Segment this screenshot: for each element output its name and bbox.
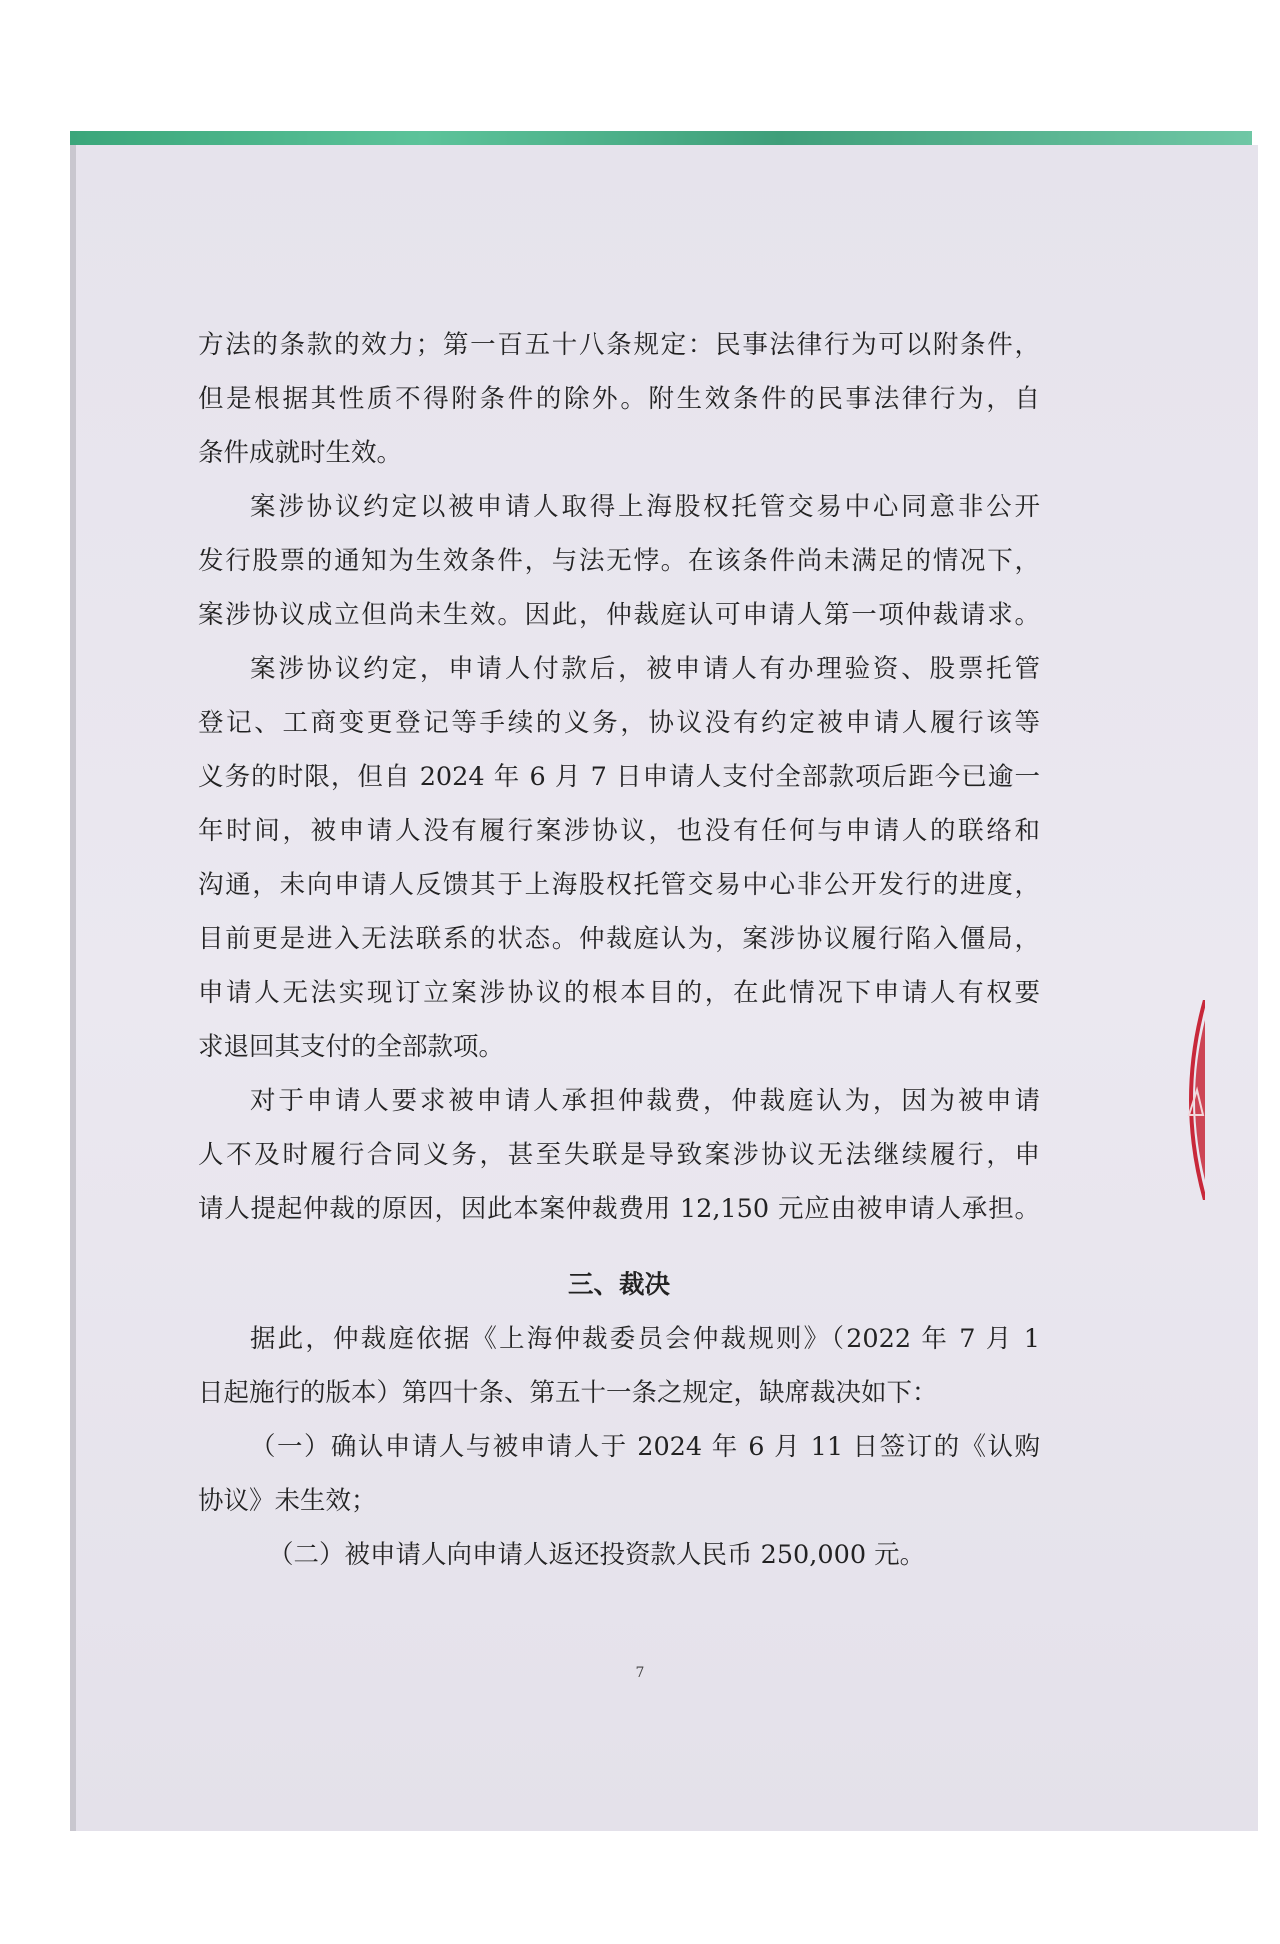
text-line: 案涉协议约定，申请人付款后，被申请人有办理验资、股票托管 (250, 654, 1040, 684)
section-heading: 三、裁决 (567, 1270, 670, 1300)
text-line: 方法的条款的效力；第一百五十八条规定：民事法律行为可以附条件， (198, 330, 1040, 360)
text-line: 沟通，未向申请人反馈其于上海股权托管交易中心非公开发行的进度， (198, 870, 1040, 900)
text-line: 人不及时履行合同义务，甚至失联是导致案涉协议无法继续履行，申 (198, 1140, 1040, 1170)
text-line: 发行股票的通知为生效条件，与法无悖。在该条件尚未满足的情况下， (198, 546, 1040, 576)
paragraph (198, 480, 1040, 642)
document-body (198, 318, 1040, 1582)
paragraph (198, 318, 1040, 480)
text-line: 日起施行的版本）第四十条、第五十一条之规定，缺席裁决如下： (198, 1378, 938, 1408)
text-line: 案涉协议成立但尚未生效。因此，仲裁庭认可申请人第一项仲裁请求。 (198, 600, 1040, 630)
text-line: （一）确认申请人与被申请人于 2024 年 6 月 11 日签订的《认购 (250, 1432, 1040, 1462)
text-line: 求退回其支付的全部款项。 (198, 1032, 505, 1062)
paragraph (198, 642, 1040, 1074)
text-line: 但是根据其性质不得附条件的除外。附生效条件的民事法律行为，自 (198, 384, 1040, 414)
text-line: 条件成就时生效。 (198, 438, 403, 468)
text-line: 目前更是进入无法联系的状态。仲裁庭认为，案涉协议履行陷入僵局， (198, 924, 1040, 954)
text-line: 请人提起仲裁的原因，因此本案仲裁费用 12,150 元应由被申请人承担。 (198, 1194, 1040, 1224)
text-line: 协议》未生效； (198, 1486, 377, 1516)
ruling-intro (198, 1312, 1040, 1420)
ruling-item (198, 1528, 1040, 1582)
paragraph (198, 1074, 1040, 1236)
text-line: 据此，仲裁庭依据《上海仲裁委员会仲裁规则》（2022 年 7 月 1 (250, 1324, 1040, 1354)
text-line: （二）被申请人向申请人返还投资款人民币 250,000 元。 (268, 1540, 926, 1570)
text-line: 年时间，被申请人没有履行案涉协议，也没有任何与申请人的联络和 (198, 816, 1040, 846)
page-number: 7 (635, 1665, 645, 1681)
seal-stamp-icon (1175, 1000, 1205, 1200)
text-line: 对于申请人要求被申请人承担仲裁费，仲裁庭认为，因为被申请 (250, 1086, 1040, 1116)
text-line: 申请人无法实现订立案涉协议的根本目的，在此情况下申请人有权要 (198, 978, 1040, 1008)
text-line: 案涉协议约定以被申请人取得上海股权托管交易中心同意非公开 (250, 492, 1040, 522)
text-line: 义务的时限，但自 2024 年 6 月 7 日申请人支付全部款项后距今已逾一 (198, 762, 1040, 792)
text-line: 登记、工商变更登记等手续的义务，协议没有约定被申请人履行该等 (198, 708, 1040, 738)
ruling-item (198, 1420, 1040, 1528)
